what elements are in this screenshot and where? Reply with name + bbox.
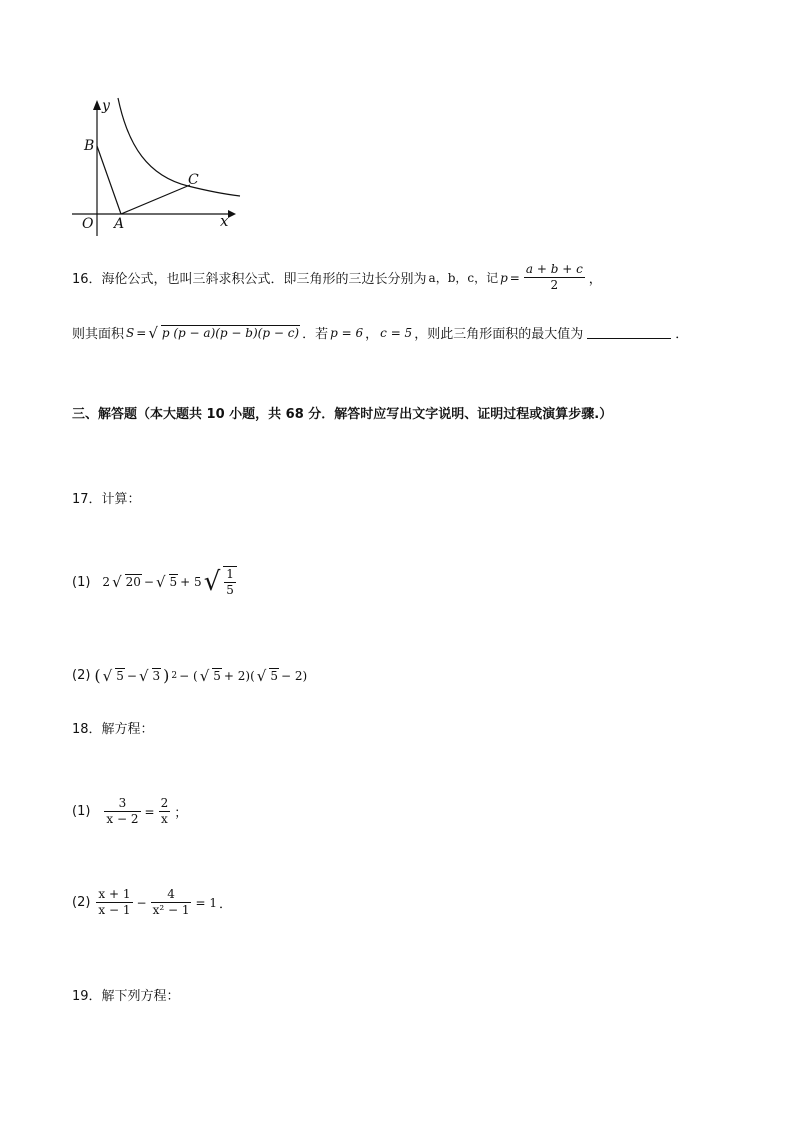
- q17-p2-mid: − (: [179, 668, 198, 683]
- q17-p2-close: ): [163, 666, 170, 685]
- q17-p1-rad20: 20: [125, 575, 141, 589]
- q17-part2: [72, 666, 307, 685]
- q18-p2-end: ．: [219, 897, 233, 912]
- segment-BA: [97, 146, 121, 214]
- q17-p1-label: (1): [72, 574, 91, 590]
- q16-comma: ，: [365, 327, 379, 342]
- label-C: C: [188, 172, 199, 188]
- q18-p2-eq: = 1: [195, 895, 217, 910]
- q18-p1-r-num: 2: [160, 796, 169, 810]
- q18-p1-left-fraction: [104, 796, 140, 827]
- q16-period: ．: [675, 327, 689, 342]
- label-B: B: [84, 138, 95, 154]
- coordinate-figure: [68, 96, 248, 236]
- q16-prefix: 16．海伦公式，也叫三斜求积公式．即三角形的三边长分别为: [72, 272, 427, 287]
- q16-S-var: S: [126, 325, 135, 340]
- q17-p2-label: (2): [72, 668, 91, 683]
- q16-sqrt-body: p (p − a)(p − b)(p − c): [161, 325, 300, 340]
- answer-blank: [587, 326, 671, 339]
- q18-p2-l-den: x − 1: [98, 903, 131, 917]
- q18-p2-r-den: x² − 1: [152, 903, 190, 917]
- hyperbola-curve: [118, 98, 240, 196]
- label-x: x: [220, 212, 229, 230]
- q17-p2-minus: −: [126, 668, 137, 683]
- q17-p2-minus2: − 2): [280, 668, 308, 683]
- q17-p1-rad5: 5: [169, 575, 178, 589]
- q17-p1-minus: −: [143, 575, 154, 589]
- radical-sign: √: [112, 573, 122, 591]
- q18-p2-r-num: 4: [151, 887, 192, 903]
- label-O: O: [82, 216, 94, 232]
- q17-p1-plus5: + 5: [180, 575, 202, 589]
- radical-sign: √: [256, 666, 267, 685]
- q18-p1-l-num: 3: [104, 796, 140, 812]
- q18-p2-l-num: x + 1: [98, 887, 131, 901]
- q16-frac-num: a + b + c: [525, 262, 583, 276]
- q17-p2-open: (: [94, 666, 101, 685]
- segment-AC: [121, 185, 190, 214]
- q18-p1-right-fraction: [159, 796, 171, 827]
- q16-frac-den: 2: [550, 278, 559, 292]
- q16-eq2: =: [136, 325, 147, 340]
- q17-p1-fraction: [223, 566, 237, 598]
- q19-title: 19．解下列方程：: [72, 989, 180, 1004]
- radical-sign: √: [102, 666, 113, 685]
- q16-line1: [72, 262, 602, 293]
- q17-p2-r3: 3: [152, 668, 161, 683]
- x-axis-arrow: [228, 210, 236, 218]
- q17-part1: [72, 566, 239, 598]
- q17-p2-r5: 5: [116, 668, 124, 683]
- q18-p1-end: ；: [174, 806, 188, 821]
- y-axis-arrow: [93, 100, 101, 110]
- q17-p2-r5c: 5: [270, 668, 278, 683]
- q18-part2: [72, 887, 232, 918]
- q17-p1-frac-num: 1: [226, 567, 234, 581]
- radical-sign: √: [155, 573, 166, 591]
- q18-p2-left-fraction: [96, 887, 132, 918]
- q16-line2-prefix: 则其面积: [72, 327, 125, 342]
- section3-heading: 三、解答题（本大题共 10 小题，共 68 分．解答时应写出文字说明、证明过程或演算步骤.）: [72, 407, 613, 422]
- radical-sign: √: [138, 666, 149, 685]
- q16-p-fraction: [524, 262, 585, 293]
- q17-title: 17．计算：: [72, 492, 141, 507]
- q16-line2: [72, 323, 688, 342]
- radical-sign: √: [199, 666, 210, 685]
- q18-p1-label: (1): [72, 804, 91, 819]
- q16-mid1: ．若: [302, 327, 329, 342]
- radical-sign: √: [148, 323, 158, 342]
- q16-eq: =: [509, 270, 520, 285]
- q16-p-value: p = 6: [330, 325, 364, 340]
- q16-line1-end: ，: [588, 272, 602, 287]
- q16-line2-suffix: ，则此三角形面积的最大值为: [414, 327, 584, 342]
- radical-sign: √: [203, 567, 221, 597]
- q18-p1-eq: =: [144, 804, 155, 819]
- q16-sides: a，b，c，记: [428, 271, 499, 285]
- q17-p2-plus2: + 2)(: [223, 668, 255, 683]
- q18-p2-label: (2): [72, 895, 91, 910]
- q17-p2-r5b: 5: [213, 668, 221, 683]
- q18-p1-r-den: x: [161, 812, 168, 826]
- q17-p2-square: 2: [171, 670, 178, 681]
- q18-p1-l-den: x − 2: [106, 812, 139, 826]
- label-y: y: [102, 98, 110, 114]
- label-A: A: [114, 216, 125, 232]
- q18-p2-minus: −: [136, 895, 147, 910]
- q17-p1-frac-den: 5: [226, 583, 234, 597]
- q18-p2-right-fraction: [151, 887, 192, 918]
- q17-p1-coef: 2: [102, 575, 111, 589]
- q16-p-var: p: [500, 270, 508, 285]
- q16-c-value: c = 5: [380, 325, 413, 340]
- q18-title: 18．解方程：: [72, 722, 154, 737]
- q18-part1: [72, 796, 187, 827]
